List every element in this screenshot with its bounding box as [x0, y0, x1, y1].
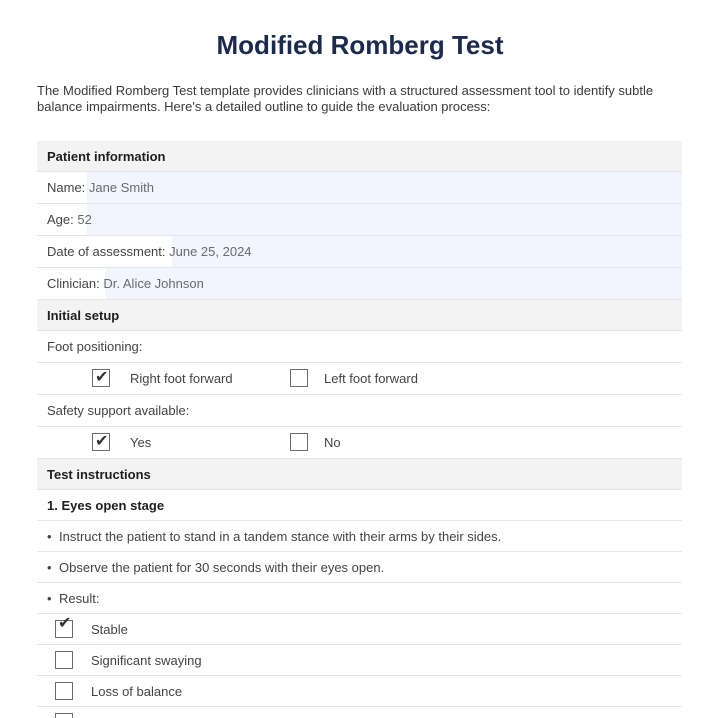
clinician-field[interactable]	[37, 268, 682, 300]
clinician-label: Clinician:	[47, 276, 100, 291]
bullet-icon: •	[47, 529, 52, 544]
checkbox-cutoff[interactable]	[55, 713, 73, 718]
date-value[interactable]: June 25, 2024	[169, 244, 252, 259]
date-label: Date of assessment:	[47, 244, 166, 259]
result-label: Significant swaying	[91, 653, 202, 668]
check-icon: ✔	[95, 369, 109, 386]
date-field[interactable]	[37, 236, 682, 268]
age-field[interactable]	[37, 204, 682, 236]
option-label: Yes	[130, 435, 152, 450]
result-option-swaying[interactable]	[37, 645, 682, 676]
checkbox-right-foot[interactable]	[92, 369, 110, 387]
option-label: Left foot forward	[324, 371, 418, 386]
option-label: No	[324, 435, 341, 450]
list-item	[37, 583, 682, 614]
checkbox-left-foot[interactable]	[290, 369, 308, 387]
list-item	[37, 521, 682, 552]
result-option-cutoff[interactable]	[37, 707, 682, 718]
assessment-form	[37, 141, 682, 718]
result-option-loss-balance[interactable]	[37, 676, 682, 707]
checkbox-loss-balance[interactable]	[55, 682, 73, 700]
section-header-setup: Initial setup	[37, 300, 682, 331]
check-icon: ✔	[58, 615, 72, 632]
bullet-icon: •	[47, 591, 52, 606]
check-icon: ✔	[95, 433, 109, 450]
list-item	[37, 552, 682, 583]
checkbox-yes[interactable]	[92, 433, 110, 451]
section-header-patient: Patient information	[37, 141, 682, 172]
name-field[interactable]	[37, 172, 682, 204]
result-option-stable[interactable]	[37, 614, 682, 645]
name-label: Name:	[47, 180, 86, 195]
age-label: Age:	[47, 212, 74, 227]
clinician-value[interactable]: Dr. Alice Johnson	[103, 276, 204, 291]
result-label: Stable	[91, 622, 128, 637]
checkbox-swaying[interactable]	[55, 651, 73, 669]
age-value[interactable]: 52	[77, 212, 92, 227]
name-value[interactable]: Jane Smith	[88, 180, 154, 195]
bullet-text: Observe the patient for 30 seconds with their eyes open.	[59, 560, 385, 575]
foot-positioning-label: Foot positioning:	[37, 331, 682, 363]
stage-title: 1. Eyes open stage	[37, 490, 682, 521]
intro-paragraph: The Modified Romberg Test template provides clinicians with a structured assessment tool to identify subtle balance impairments. Here's a detailed outline to guide the evaluation process:	[37, 83, 654, 114]
option-label: Right foot forward	[130, 371, 233, 386]
checkbox-no[interactable]	[290, 433, 308, 451]
checkbox-stable[interactable]	[55, 615, 73, 638]
bullet-text: Result:	[59, 591, 100, 606]
section-header-instructions: Test instructions	[37, 459, 682, 490]
foot-options-row	[37, 363, 682, 395]
bullet-icon: •	[47, 560, 52, 575]
safety-options-row	[37, 427, 682, 459]
bullet-text: Instruct the patient to stand in a tandem stance with their arms by their sides.	[59, 529, 502, 544]
result-label: Loss of balance	[91, 684, 183, 699]
page-title: Modified Romberg Test	[216, 30, 504, 60]
safety-support-label: Safety support available:	[37, 395, 682, 427]
